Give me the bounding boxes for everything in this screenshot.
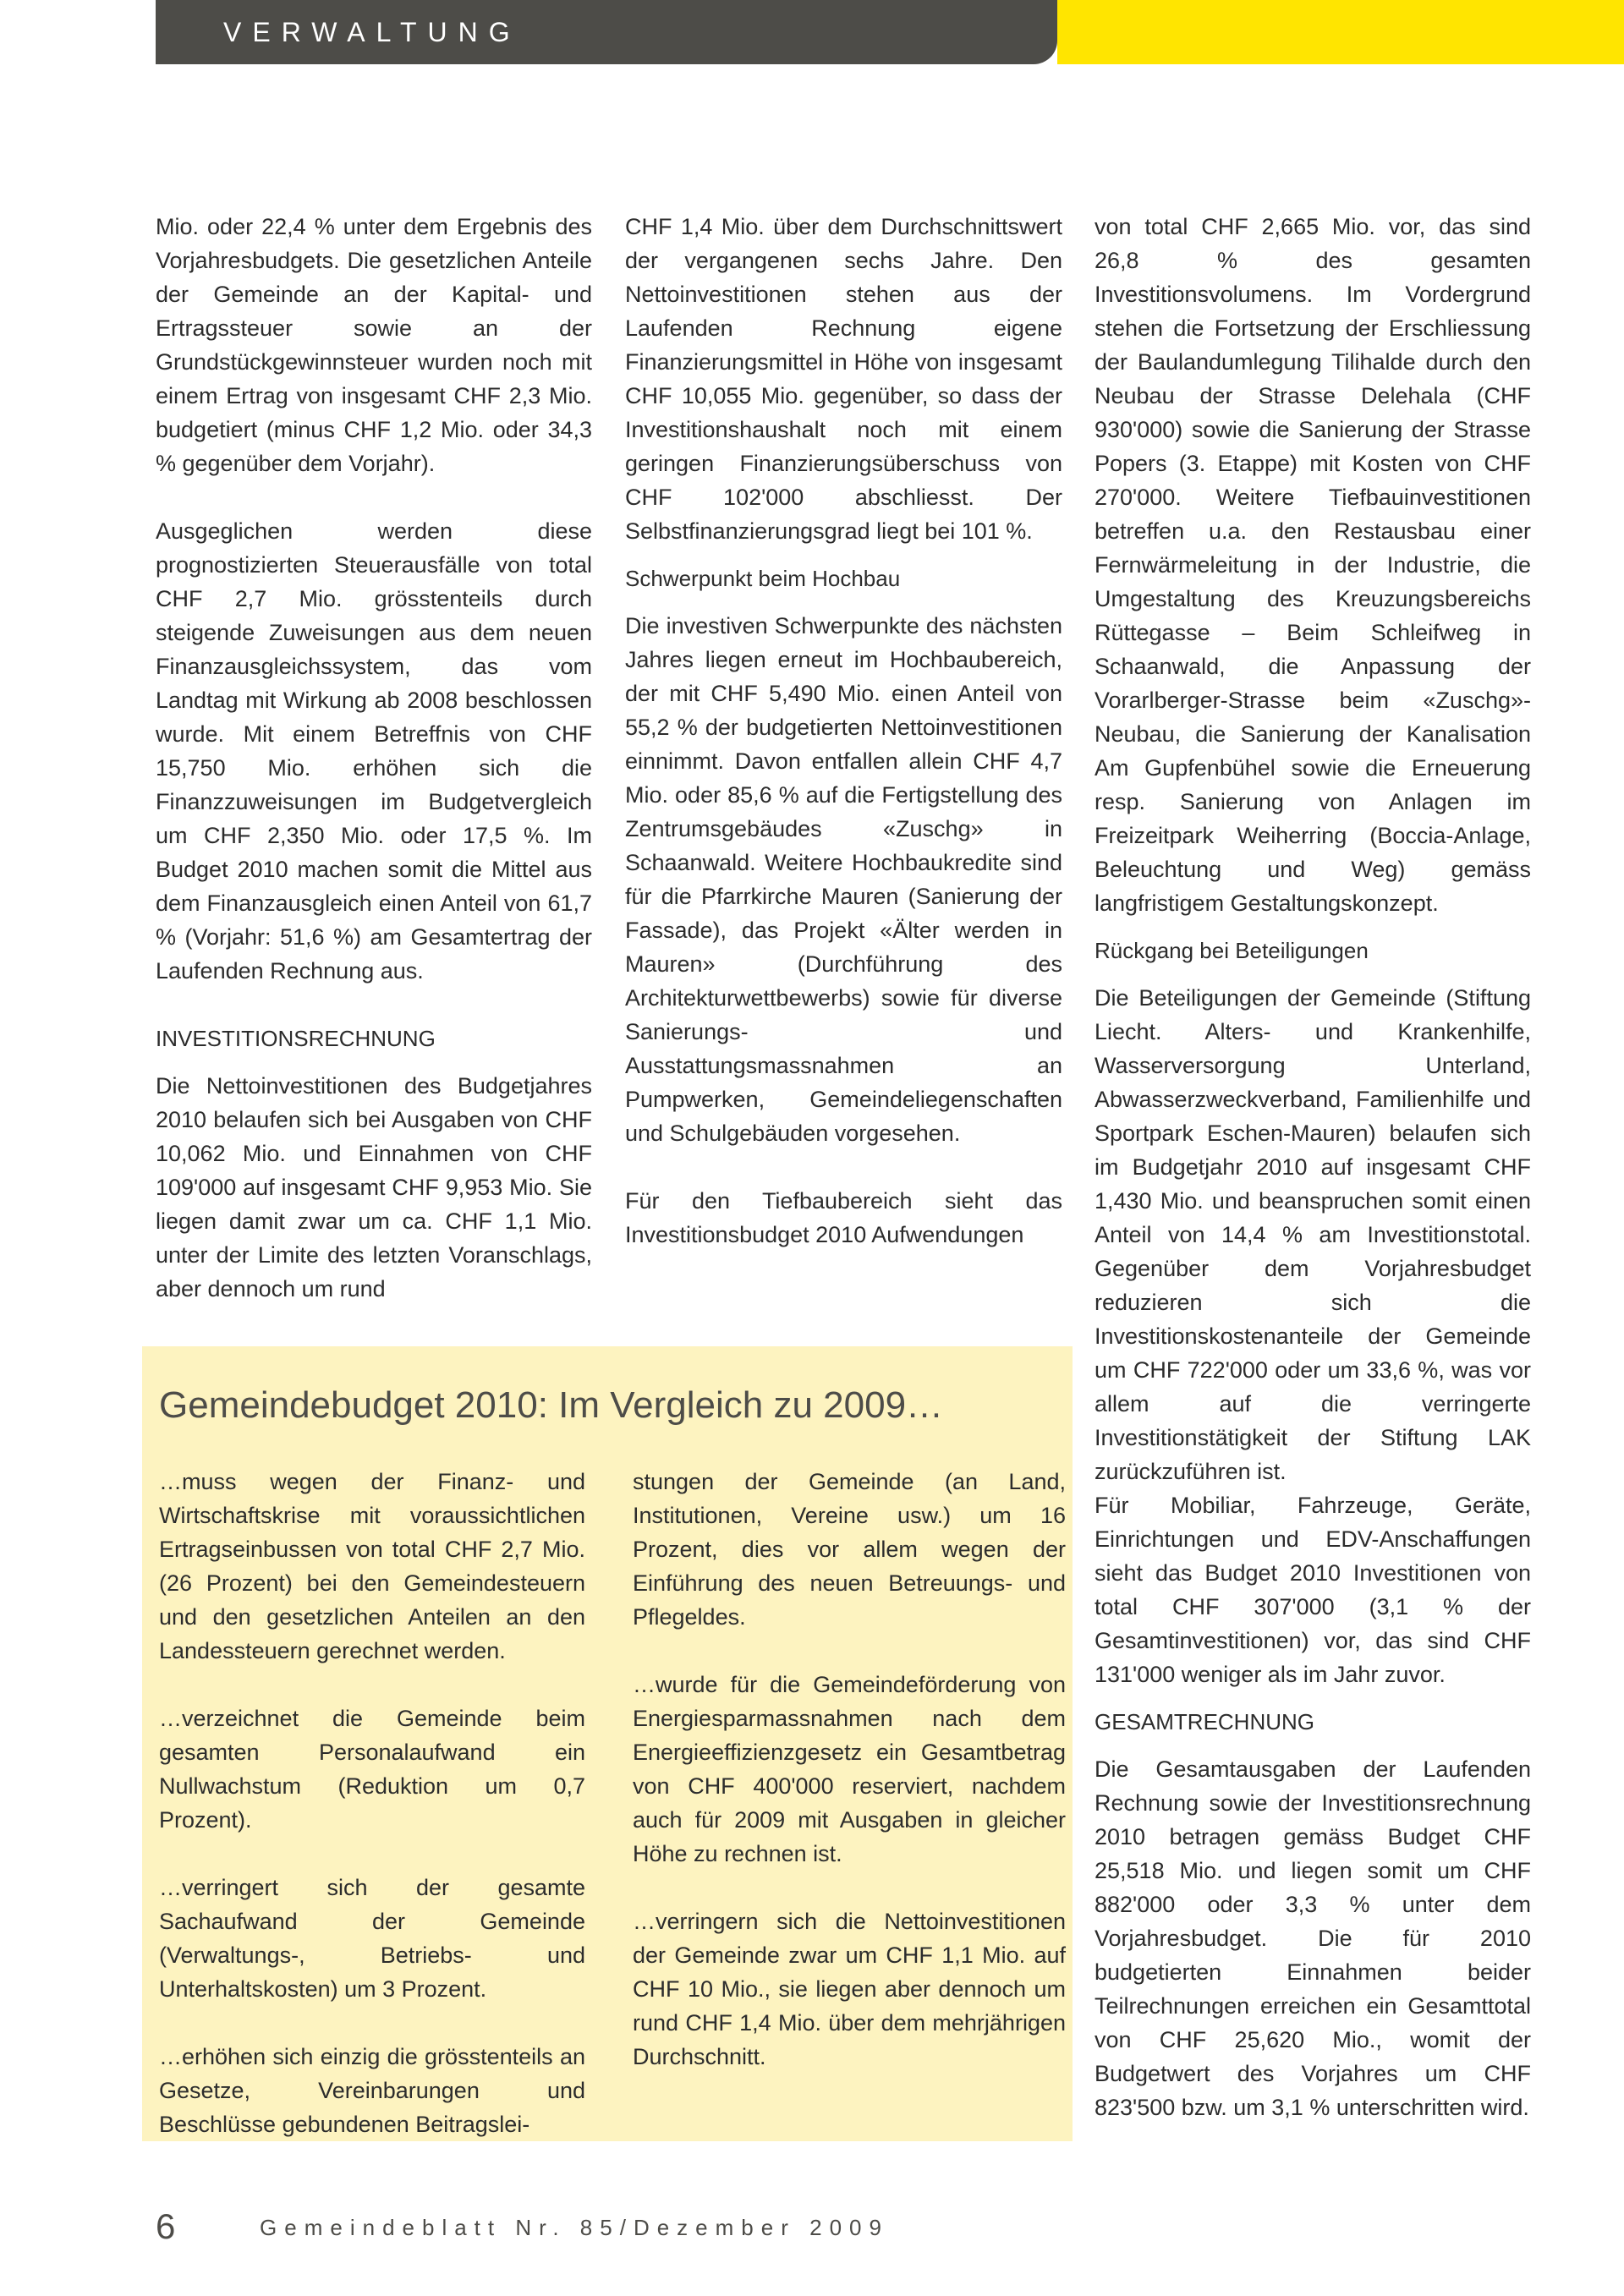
paragraph: …muss wegen der Finanz- und Wirtschaftskrise mit voraussichtlichen Ertragseinbussen von total CHF 2,7 Mio. (26 Prozent) bei den Gemeindesteuern und den gesetzlichen Anteilen an den Landessteuern gerechnet werden. [159,1469,585,1663]
section-heading: GESAMTRECHNUNG [1095,1709,1315,1734]
paragraph: Mio. oder 22,4 % unter dem Ergebnis des Vorjahresbudgets. Die gesetzlichen Anteile der Gemeinde an der Kapital- und Ertragssteuer sowie an der Grundstückgewinnsteuer wurden noch mit einem Ertrag von insgesamt CHF 2,3 Mio. budgetiert (minus CHF 1,2 Mio. oder 34,3 % gegenüber dem Vorjahr). [156,214,592,476]
paragraph: Ausgeglichen werden diese prognostizierten Steuerausfälle von total CHF 2,7 Mio. grösstenteils durch steigende Zuweisungen aus dem neuen Finanzausgleichssystem, das vom Landtag mit Wirkung ab 2008 beschlossen wurde. Mit einem Betreffnis von CHF 15,750 Mio. erhöhen sich die Finanzzuweisungen im Budgetvergleich um CHF 2,350 Mio. oder 17,5 %. Im Budget 2010 machen somit die Mittel aus dem Finanzausgleich einen Anteil von 61,7 % (Vorjahr: 51,6 %) am Gesamtertrag der Laufenden Rechnung aus. [156,518,592,984]
info-box-column-right [633,1465,1066,2107]
info-box [142,1346,1073,2141]
paragraph: Die Gesamtausgaben der Laufenden Rechnung sowie der Investitionsrechnung 2010 betragen gemäss Budget CHF 25,518 Mio. und liegen somit um CHF 882'000 oder 3,3 % unter dem Vorjahresbudget. Die für 2010 budgetierten Einnahmen beider Teilrechnungen erreichen ein Gesamttotal von CHF 25,620 Mio., womit der Budgetwert des Vorjahres um CHF 823'500 bzw. um 3,1 % unterschritten wird. [1095,1756,1531,2120]
section-heading: INVESTITIONSRECHNUNG [156,1026,436,1051]
paragraph: …verringert sich der gesamte Sachaufwand der Gemeinde (Verwaltungs-, Betriebs- und Unterhaltskosten) um 3 Prozent. [159,1875,585,2002]
section-heading: Rückgang bei Beteiligungen [1095,938,1369,963]
section-heading: Schwerpunkt beim Hochbau [625,566,901,591]
paragraph: stungen der Gemeinde (an Land, Institutionen, Vereine usw.) um 16 Prozent, dies vor allem wegen der Einführung des neuen Betreuungs- und Pflegeldes. [633,1469,1066,1630]
paragraph: CHF 1,4 Mio. über dem Durchschnittswert der vergangenen sechs Jahre. Den Nettoinvestitionen stehen aus der Laufenden Rechnung eigene Finanzierungsmittel in Höhe von insgesamt CHF 10,055 Mio. gegenüber, so dass der Investitionshaushalt noch mit einem geringen Finanzierungsüberschuss von CHF 102'000 abschliesst. Der Selbstfinanzierungsgrad liegt bei 101 %. [625,214,1062,544]
info-box-title: Gemeindebudget 2010: Im Vergleich zu 2009… [159,1384,944,1426]
paragraph: von total CHF 2,665 Mio. vor, das sind 26,8 % des gesamten Investitionsvolumens. Im Vordergrund stehen die Fortsetzung der Erschliessung der Baulandumlegung Tilihalde durch den Neubau der Strasse Delehala (CHF 930'000) sowie die Sanierung der Strasse Popers (3. Etappe) mit Kosten von CHF 270'000. Weitere Tiefbauinvestitionen betreffen u.a. den Restausbau einer Fernwärmeleitung in der Industrie, die Umgestaltung des Kreuzungsbereichs Rüttegasse – Beim Schleifweg in Schaanwald, die Anpassung der Vorarlberger-Strasse beim «Zuschg»-Neubau, die Sanierung der Kanalisation Am Gupfenbühel sowie die Erneuerung resp. Sanierung von Anlagen im Freizeitpark Weiherring (Boccia-Anlage, Beleuchtung und Weg) gemäss langfristigem Gestaltungskonzept. [1095,214,1531,916]
publication-line: Gemeindeblatt Nr. 85/Dezember 2009 [260,2215,889,2240]
paragraph: Die investiven Schwerpunkte des nächsten Jahres liegen erneut im Hochbaubereich, der mit CHF 5,490 Mio. einen Anteil von 55,2 % der budgetierten Nettoinvestitionen einnimmt. Davon entfallen allein CHF 4,7 Mio. oder 85,6 % auf die Fertigstellung des Zentrumsgebäudes «Zuschg» in Schaanwald. Weitere Hochbaukredite sind für die Pfarrkirche Mauren (Sanierung der Fassade), das Projekt «Älter werden in Mauren» (Durchführung des Architekturwettbewerbs) sowie für diverse Sanierungs- und Ausstattungsmassnahmen an Pumpwerken, Gemeindeliegenschaften und Schulgebäuden vorgesehen. [625,613,1062,1146]
section-title: VERWALTUNG [223,17,521,47]
text-column-2 [625,210,1062,1285]
text-column-1 [156,210,592,1340]
paragraph: Für Mobiliar, Fahrzeuge, Geräte, Einrichtungen und EDV-Anschaffungen sieht das Budget 2010 Investitionen von total CHF 307'000 (3,1 % der Gesamtinvestitionen) vor, das sind CHF 131'000 weniger als im Jahr zuvor. [1095,1493,1531,1687]
text-column-3 [1095,210,1531,2158]
paragraph: …verringern sich die Nettoinvestitionen der Gemeinde zwar um CHF 1,1 Mio. auf CHF 10 Mio., sie liegen aber dennoch um rund CHF 1,4 Mio. über dem mehrjährigen Durchschnitt. [633,1909,1066,2069]
page-number: 6 [156,2206,176,2246]
header-accent [1057,0,1624,64]
paragraph: Die Nettoinvestitionen des Budgetjahres 2010 belaufen sich bei Ausgaben von CHF 10,062 Mio. und Einnahmen von CHF 109'000 auf insgesamt CHF 9,953 Mio. Sie liegen damit zwar um ca. CHF 1,1 Mio. unter der Limite des letzten Voranschlags, aber dennoch um rund [156,1073,592,1301]
paragraph: Die Beteiligungen der Gemeinde (Stiftung Liecht. Alters- und Krankenhilfe, Wasserversorgung Unterland, Abwasserzweckverband, Familienhilfe und Sportpark Eschen-Mauren) belaufen sich im Budgetjahr 2010 auf insgesamt CHF 1,430 Mio. und beanspruchen somit einen Anteil von 14,4 % am Investitionstotal. Gegenüber dem Vorjahresbudget reduzieren sich die Investitionskostenanteile der Gemeinde um CHF 722'000 oder um 33,6 %, was vor allem auf die verringerte Investitionstätigkeit der Stiftung LAK zurückzuführen ist. [1095,985,1531,1484]
paragraph: …erhöhen sich einzig die grösstenteils an Gesetze, Vereinbarungen und Beschlüsse gebundenen Beitragslei- [159,2044,585,2137]
paragraph: Für den Tiefbaubereich sieht das Investitionsbudget 2010 Aufwendungen [625,1188,1062,1247]
paragraph: …wurde für die Gemeindeförderung von Energiesparmassnahmen nach dem Energieeffizienzgesetz ein Gesamtbetrag von CHF 400'000 reserviert, nachdem auch für 2009 mit Ausgaben in gleicher Höhe zu rechnen ist. [633,1672,1066,1866]
info-box-column-left [159,1465,585,2175]
page-footer [156,2206,889,2249]
paragraph: …verzeichnet die Gemeinde beim gesamten Personalaufwand ein Nullwachstum (Reduktion um 0,7 Prozent). [159,1706,585,1833]
